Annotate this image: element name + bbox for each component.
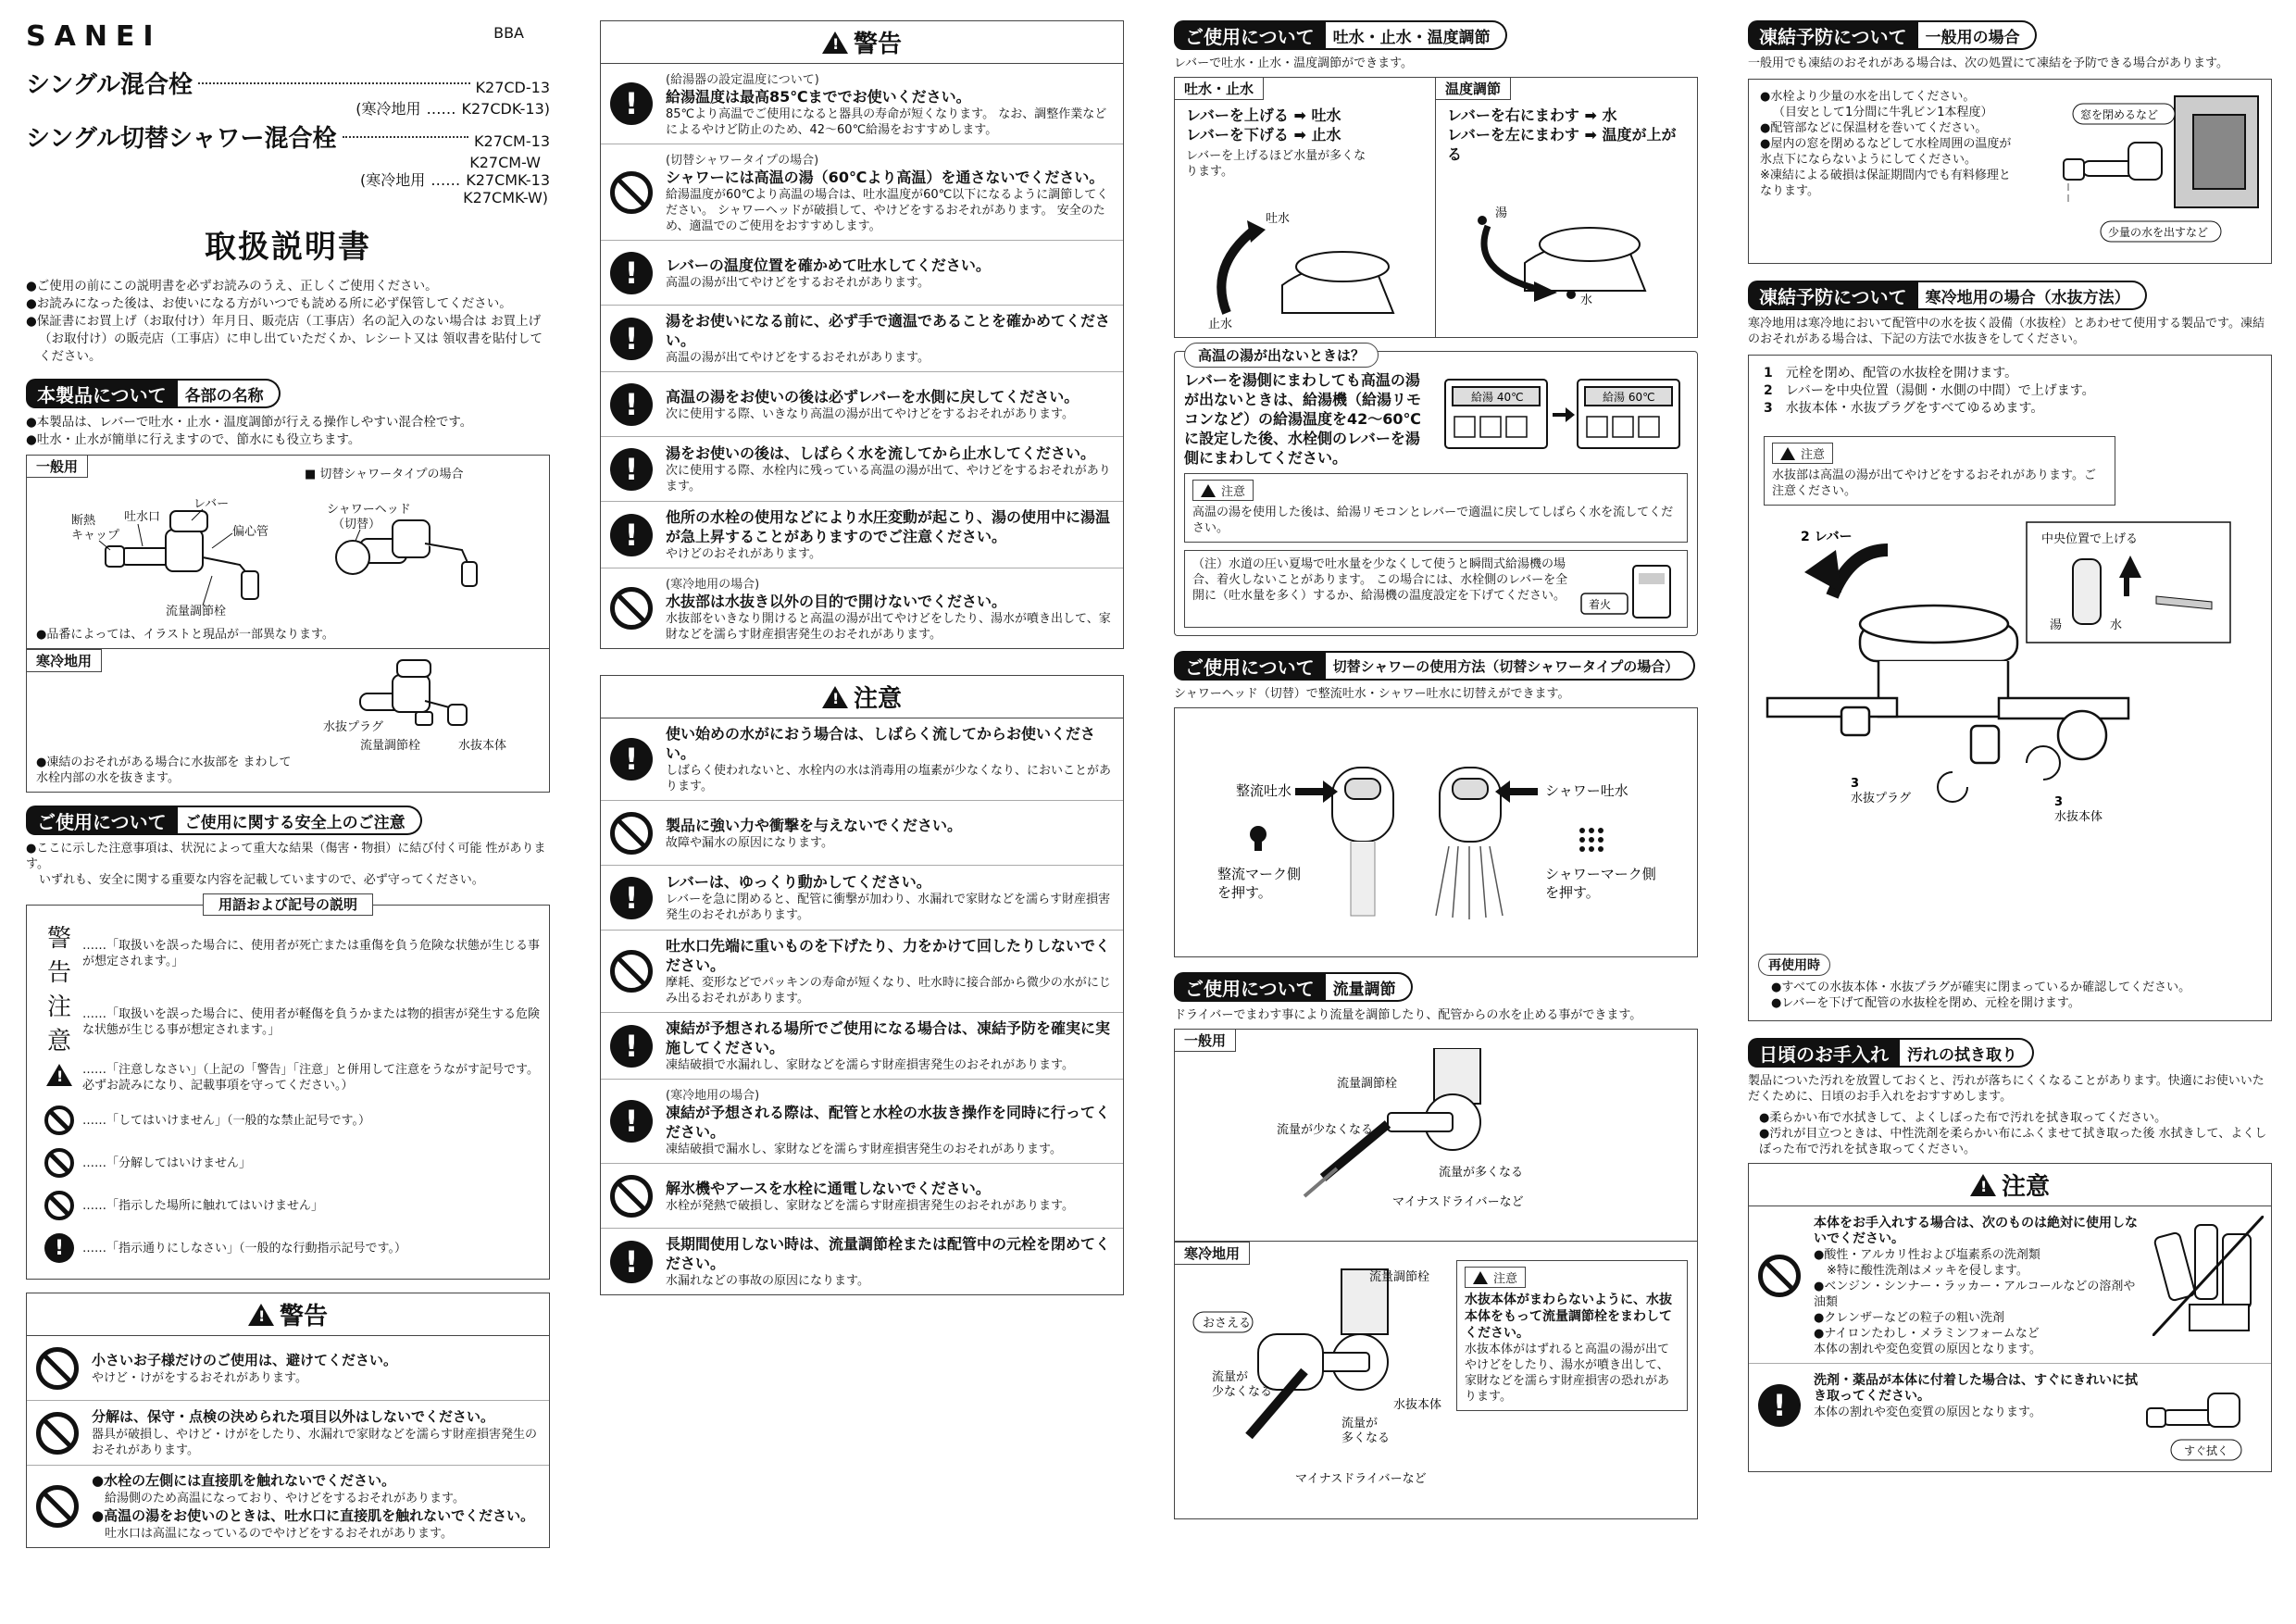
svg-text:シャワーヘッド: シャワーヘッド (327, 503, 411, 517)
model-code-2: K27CM-13 (474, 132, 550, 150)
svg-text:すぐ拭く: すぐ拭く (2184, 1444, 2229, 1457)
svg-text:少量の水を出すなど: 少量の水を出すなど (2108, 226, 2209, 239)
svg-text:吐水: 吐水 (1266, 212, 1291, 226)
section-header-freeze-cold: 凍結予防について 寒冷地用の場合（水抜方法） (1748, 281, 2272, 310)
column-1: SANEI BBA シングル混合栓 K27CD-13 (寒冷地用 …… K27CDK-13) シングル切替シャワー混合栓 K27CM-13 K27CM-W (寒冷地用 …… K27CMK-13 K27CMK-W) 取扱説明書 ●ご使用の前にこの説明書を必ずお読みのうえ、正しくご使用ください。 ●お読みになった後は、お使いになる方がいつでも読める所に必ず保管してください。 ●保証書にお買上げ（お取付け）年月日、販売店（工事店）名の記入のない場合は お買上げ（お取付け）の販売店（工事店）に申し出ていただくか、レシート又は 領収書を貼付してください。 本製品について 各部の名称 ●本製品は、レバーで吐水・止水・温度調節が行える操作しやすい混合栓です。 ●吐水・止水が簡単に行えますので、節水にも役立ちます。 一般用 ■ 切替シャワータイプの場合 レバー 吐水口 断熱 キャップ 偏心管 流量調節栓 シャワーヘッド （切替） ●品番によっては、イラストと現品が一部異なります。 寒冷地用 水抜プラグ 流量調節栓 水抜本体 ●凍結のおそれがある場合に水抜部を まわして水栓内部の水を抜きます。 ご使用について ご使用に関する安全上のご注意 ●ここに示した注意事項は、状況によって重大な結果（傷害・物損）に結び付く可能 性があります。 いずれも、安全に関する重要な内容を記載していますので、必ず守ってください。 用語および記号の説明 警告 ……「取扱いを誤った場合に、使用者が死亡または重傷を負う危険な状態が生じる事が想定されます。」 注意 ……「取扱いを誤った場合に、使用者が軽傷を負うかまたは物的損害が発生する危険な状態が生じる事が想定されます。」 ! ……「注意しなさい」（上記の「警告」「注意」と併用して注意をうながす記号です。必ずお読みになり、記載事項を守ってください。） ……「してはいけません」（一般的な禁止記号です。） ……「分解してはいけません」 ……「指示した場所に触れてはいけません」 ! ……「指示通りにしなさい」（一般的な行動指示記号です。） ! 警告 小さいお子様だけのご使用は、避けてください。 やけど・けがをするおそれがあります。 分解は、保守・点検の決められた項目以外はしないでください。 器具が破損し、やけど・けがをしたり、水漏れで家財などを濡らす財産損害発生のおそれがあります。 ●水栓の左側には直接肌を触れないでください。 給湯側のため高温になっており、やけどをするおそれがあります。 ●高温の湯をお使いのときは、吐水口に直接肌を触れないでください。 吐水口は高温になっているのでやけどをするおそれがあります。 (26, 20, 550, 1605)
warning-row: ! 凍結が予想される場所でご使用になる場合は、凍結予防を確実に実施してください。 凍結破損で水漏れし、家財などを濡らす財産損害発生のおそれがあります。 (601, 1013, 1123, 1080)
no-disassembly-icon (34, 1410, 81, 1456)
caution-triangle-icon (822, 686, 848, 708)
warning-row: 吐水口先端に重いものを下げたり、力をかけて回したりしないでください。 摩耗、変形などでパッキンの寿命が短くなり、吐水時に接合部から微少の水がにじみ出るおそれがあります。 (601, 931, 1123, 1013)
warning-triangle-icon (248, 1304, 274, 1326)
section-header-product: 本製品について 各部の名称 (26, 379, 550, 408)
flow-cold-caution: 注意 水抜本体がまわらないように、水抜本体をもって流量調節栓をまわしてください。 水抜本体がはずれると高温の湯が出てやけどをしたり、湯水が噴き出して、家財などを濡らす財産損害の恐れがあります。 (1456, 1260, 1688, 1411)
remote-controller-illustration (1443, 370, 1684, 463)
prohibition-icon (34, 1345, 81, 1392)
column-4: 凍結予防について 一般用の場合 一般用でも凍結のおそれがある場合は、次の処置にて凍結を予防できる場合があります。 ●水栓より少量の水を出してください。 （目安として1分間に牛乳ビン1本程度） ●配管部などに保温材を巻いてください。 ●屋内の窓を閉めるなどして水栓周囲の温度が氷点下にならないようにしてください。 ※凍結による破損は保証期間内でも有料修理となります。 窓を閉めるなど 少量の水を出すなど 凍結予防について 寒冷地用の場合（水抜方法） 寒冷地用は寒冷地において配管中の水を抜く設備（水抜栓）とあわせて使用する製品です。凍結のおそれがある場合は、下記の方法で水抜きをしてください。 1 元栓を閉め、配管の水抜栓を開けます。 2 レバーを中央位置（湯側・水側の中間）で上げます。 3 水抜本体・水抜プラグをすべてゆるめます。 注意 水抜部は高温の湯が出てやけどをするおそれがあります。ご注意ください。 中央位置で上げる 湯 水 2 レバー 3 水抜プラグ 3 水抜本体 再使用時 ●すべての水抜本体・水抜プラグが確実に閉まっているか確認してください。 ●レバーを下げて配管の水抜栓を閉め、元栓を開けます。 日頃のお手入れ 汚れの拭き取り 製品についた汚れを放置しておくと、汚れが落ちにくくなることがあります。快適にお使いいただくために、日頃のお手入れをおすすめします。 ●柔らかい布で水拭きして、よくしぼった布で汚れを拭き取ってください。 ●汚れが目立つときは、中性洗剤を柔らかい布にふくませて拭き取った後 水拭きして、よくしぼった布で汚れを拭き取ってください。 ! 注意 本体をお手入れする場合は、次のものは絶対に使用しないでください。 ●酸性・アルカリ性および塩素系の洗剤類 ※特に酸性洗剤はメッキを侵します。 ●ベンジン・シンナー・ラッカー・アルコールなどの溶剤や油類 ●クレンザーなどの粒子の粗い洗剤 ●ナイロンたわし・メラミンフォームなど 本体の割れや変色変質の原因となります。 ! 洗剤・薬品が本体に付着した場合は、すぐにきれいに拭き取ってください。 本体の割れや変色変質の原因となります。 すぐ拭く (1748, 20, 2272, 1605)
instruction-icon: ! (608, 316, 655, 362)
warning-row: (寒冷地用の場合) 水抜部は水抜き以外の目的で開けないでください。 水抜部をいきなり開けると高温の湯が出てやけどをしたり、湯水が噴き出して、家財などを濡らす財産損害発生のおそれがあります。 (601, 568, 1123, 648)
lever-rotate-illustration (1441, 189, 1691, 328)
freeze-general-box: ●水栓より少量の水を出してください。 （目安として1分間に牛乳ビン1本程度） ●配管部などに保温材を巻いてください。 ●屋内の窓を閉めるなどして水栓周囲の温度が氷点下にならないようにしてください。 ※凍結による破損は保証期間内でも有料修理となります。 窓を閉めるなど 少量の水を出すなど (1748, 79, 2272, 264)
svg-text:整流マーク側: 整流マーク側 (1217, 866, 1302, 882)
svg-text:湯: 湯 (2050, 618, 2063, 632)
svg-text:マイナスドライバーなど: マイナスドライバーなど (1392, 1195, 1524, 1209)
prohibition-icon (608, 585, 655, 631)
lever-up-down-illustration (1180, 202, 1430, 331)
prohibition-icon (36, 1106, 82, 1135)
drain-caution: 注意 水抜部は高温の湯が出てやけどをするおそれがあります。ご注意ください。 (1764, 436, 2115, 506)
warning-row: ! (給湯器の設定温度について) 給湯温度は最高85℃まででお使いください。 85℃より高温でご使用になると器具の寿命が短くなります。 なお、調整作業などによるやけど防止のため、42〜60℃給湯をおすすめします。 (601, 64, 1123, 144)
svg-text:止水: 止水 (1208, 318, 1233, 331)
instruction-icon: ! (36, 1233, 82, 1263)
flow-cold-illustration (1175, 1260, 1453, 1510)
model-sub-2: (寒冷地用 …… K27CMK-13 (359, 171, 550, 189)
prohibition-icon (608, 810, 655, 856)
hot-water-trouble-box: 高温の湯が出ないときは？ レバーを湯側にまわしても高温の湯が出ないときは、給湯機（給湯リモコンなど）の給湯温度を42〜60℃に設定した後、水栓側のレバーを湯側にまわしてください。 給湯 40℃ 給湯 60℃ 注意 高温の湯を使用した後は、給湯リモコンとレバーで適温に戻してしばらく水を流してください。 （注）水道の圧い夏場で吐水量を少なくして使うと瞬間式給湯機の場合、着火しないことがあります。 この場合には、水栓側のレバーを全開に（吐水量を多く）するか、給湯機の温度設定を下げてください。 着火 (1174, 351, 1698, 636)
warning-row: ! 長期間使用しない時は、流量調節栓または配管中の元栓を閉めてください。 水漏れなどの事故の原因になります。 (601, 1229, 1123, 1294)
instruction-icon: ! (608, 1098, 655, 1144)
svg-text:シャワーマーク側: シャワーマーク側 (1545, 866, 1656, 882)
no-touch-icon (36, 1191, 82, 1220)
no-disassembly-icon (36, 1148, 82, 1178)
svg-text:給湯 60℃: 給湯 60℃ (1603, 391, 1655, 404)
svg-text:流量調節栓: 流量調節栓 (360, 739, 421, 753)
instruction-icon: ! (608, 250, 655, 296)
instruction-icon: ! (608, 875, 655, 921)
drain-method-box: 1 元栓を閉め、配管の水抜栓を開けます。 2 レバーを中央位置（湯側・水側の中間）で上げます。 3 水抜本体・水抜プラグをすべてゆるめます。 注意 水抜部は高温の湯が出てやけどをするおそれがあります。ご注意ください。 中央位置で上げる 湯 水 2 レバー 3 水抜プラグ 3 水抜本体 再使用時 ●すべての水抜本体・水抜プラグが確実に閉まっているか確認してください。 ●レバーを下げて配管の水抜栓を閉め、元栓を開けます。 (1748, 355, 2272, 1021)
svg-text:キャップ: キャップ (71, 529, 120, 543)
prohibition-icon (1756, 1253, 1803, 1299)
svg-text:を押す。: を押す。 (1217, 884, 1272, 901)
svg-text:整流吐水: 整流吐水 (1236, 782, 1292, 799)
freeze-general-illustration (2027, 87, 2267, 254)
svg-text:少なくなる: 少なくなる (1212, 1385, 1273, 1399)
warning-box-1: ! 警告 小さいお子様だけのご使用は、避けてください。 やけど・けがをするおそれがあります。 分解は、保守・点検の決められた項目以外はしないでください。 器具が破損し、やけど・けがをしたり、水漏れで家財などを濡らす財産損害発生のおそれがあります。 ●水栓の左側には直接肌を触れないでください。 給湯側のため高温になっており、やけどをするおそれがあります。 ●高温の湯をお使いのときは、吐水口に直接肌を触れないでください。 吐水口は高温になっているのでやけどをするおそれがあります。 (26, 1293, 550, 1548)
section-header-safety: ご使用について ご使用に関する安全上のご注意 (26, 806, 550, 835)
warning-row: 製品に強い力や衝撃を与えないでください。 故障や漏水の原因になります。 (601, 801, 1123, 866)
wipe-faucet-icon (2143, 1373, 2264, 1466)
caution-triangle-icon (1201, 484, 1216, 497)
cleaning-products-icon (2152, 1216, 2264, 1336)
column-2 (600, 20, 1124, 1605)
prohibition-icon (608, 1173, 655, 1219)
parts-cold-box: 寒冷地用 水抜プラグ 流量調節栓 水抜本体 ●凍結のおそれがある場合に水抜部を まわして水栓内部の水を抜きます。 (26, 649, 550, 793)
document-title: 取扱説明書 (205, 229, 371, 266)
svg-text:3: 3 (2054, 795, 2064, 809)
caution-triangle-icon (36, 1064, 82, 1093)
warning-row: 解氷機やアースを水栓に通電しないでください。 水栓が発熱で破損し、家財などを濡らす財産損害発生のおそれがあります。 (601, 1164, 1123, 1229)
flow-general-box: 一般用 流量調節栓 流量が少なくなる 流量が多くなる マイナスドライバーなど (1174, 1029, 1698, 1242)
svg-text:流量が少なくなる: 流量が少なくなる (1277, 1123, 1374, 1137)
caution-triangle-icon (1780, 447, 1795, 460)
svg-text:中央位置で上げる: 中央位置で上げる (2041, 532, 2139, 546)
warning-row: ! 使い始めの水がにおう場合は、しばらく流してからお使いください。 しばらく使われないと、水栓内の水は消毒用の塩素が少なくなり、においことがあります。 (601, 718, 1123, 801)
svg-text:流量が: 流量が (1212, 1370, 1249, 1384)
caution-box-1: ! 注意 ! 使い始めの水がにおう場合は、しばらく流してからお使いください。 しばらく使われないと、水栓内の水は消毒用の塩素が少なくなり、においことがあります。 製品に強い力や衝撃を与えないでください。 故障や漏水の原因になります。 ! レバーは、ゆっくり動かしてください。 レバーを急に閉めると、配管に衝撃が加わり、水漏れで家財などを濡らす財産損害発生のおそれがあります。 吐水口先端に重いものを下げたり、力をかけて回したりしないでください。 摩耗、変形などでパッキンの寿命が短くなり、吐水時に接合部から微少の水がにじみ出るおそれがあります。 ! 凍結が予想される場所でご使用になる場合は、凍結予防を確実に実施してください。 凍結破損で水漏れし、家財などを濡らす財産損害発生のおそれがあります。 ! (寒冷地用の場合) 凍結が予想される際は、配管と水栓の水抜き操作を同時に行ってください。 凍結破損で漏水し、家財などを濡らす財産損害発生のおそれがあります。 解氷機やアースを水栓に通電しないでください。 水栓が発熱で破損し、家財などを濡らす財産損害発生のおそれがあります。 ! 長期間使用しない時は、流量調節栓または配管中の元栓を閉めてください。 水漏れなどの事故の原因になります。 (600, 675, 1124, 1295)
warning-triangle-icon (822, 31, 848, 54)
prohibition-icon (608, 948, 655, 994)
warning-row: ! 湯をお使いになる前に、必ず手で適温であることを確かめてください。 高温の湯が出てやけどをするおそれがあります。 (601, 306, 1123, 372)
svg-text:流量が多くなる: 流量が多くなる (1439, 1166, 1524, 1180)
intro-notes: ●ご使用の前にこの説明書を必ずお読みのうえ、正しくご使用ください。 ●お読みになった後は、お使いになる方がいつでも読める所に必ず保管してください。 ●保証書にお買上げ（お取付け）年月日、販売店（工事店）名の記入のない場合は お買上げ（お取付け）の販売店（工事店）に申し出ていただくか、レシート又は 領収書を貼付してください。 (26, 279, 543, 364)
warning-row: ! レバーは、ゆっくり動かしてください。 レバーを急に閉めると、配管に衝撃が加わり、水漏れで家財などを濡らす財産損害発生のおそれがあります。 (601, 866, 1123, 931)
warning-row: ! (寒冷地用の場合) 凍結が予想される際は、配管と水栓の水抜き操作を同時に行ってください。 凍結破損で漏水し、家財などを濡らす財産損害発生のおそれがあります。 (601, 1080, 1123, 1164)
svg-text:（切替）: （切替） (332, 518, 381, 531)
instruction-icon: ! (608, 1239, 655, 1285)
svg-text:流量が: 流量が (1341, 1417, 1379, 1430)
caution-triangle-icon (1970, 1174, 1996, 1196)
doc-code: BBA (493, 24, 524, 42)
svg-text:流量調節栓: 流量調節栓 (166, 605, 227, 618)
no-touch-icon (34, 1483, 81, 1530)
caution-triangle-icon (1473, 1271, 1488, 1284)
prohibition-icon (608, 169, 655, 216)
flow-cold-box: 寒冷地用 流量調節栓 おさえる 流量が 少なくなる 流量が 多くなる 水抜本体 マイナスドライバーなど 注意 水抜本体がまわらないように、水抜本体をもって流量調節栓をまわしてください。 水抜本体がはずれると高温の湯が出てやけどをしたり、湯水が噴き出して、家財などを濡らす財産損害の恐れがあります。 (1174, 1242, 1698, 1519)
svg-text:2 レバー: 2 レバー (1801, 530, 1853, 544)
warning-row: ! 他所の水栓の使用などにより水圧変動が起こり、湯の使用中に湯温が急上昇することがありますのでご注意ください。 やけどのおそれがあります。 (601, 502, 1123, 568)
svg-text:水抜プラグ: 水抜プラグ (323, 720, 384, 734)
model-code-1: K27CD-13 (475, 79, 550, 96)
svg-text:流量調節栓: 流量調節栓 (1337, 1077, 1398, 1091)
water-heater-icon (1578, 556, 1679, 621)
shower-switch-box (1174, 707, 1698, 957)
svg-text:おさえる: おさえる (1203, 1317, 1252, 1330)
svg-text:マイナスドライバーなど: マイナスドライバーなど (1295, 1472, 1427, 1486)
warning-row: ! レバーの温度位置を確かめて吐水してください。 高温の湯が出てやけどをするおそれがあります。 (601, 241, 1123, 306)
caution-box-care: ! 注意 本体をお手入れする場合は、次のものは絶対に使用しないでください。 ●酸性・アルカリ性および塩素系の洗剤類 ※特に酸性洗剤はメッキを侵します。 ●ベンジン・シンナー・ラッカー・アルコールなどの溶剤や油類 ●クレンザーなどの粒子の粗い洗剤 ●ナイロンたわし・メラミンフォームなど 本体の割れや変色変質の原因となります。 ! 洗剤・薬品が本体に付着した場合は、すぐにきれいに拭き取ってください。 本体の割れや変色変質の原因となります。 すぐ拭く (1748, 1163, 2272, 1472)
section-header-operation: ご使用について 吐水・止水・温度調節 (1174, 20, 1698, 50)
warning-row: ! 高温の湯をお使いの後は必ずレバーを水側に戻してください。 次に使用する際、いきなり高温の湯が出てやけどをするおそれがあります。 (601, 372, 1123, 437)
svg-text:水抜プラグ: 水抜プラグ (1851, 792, 1912, 806)
warning-row: ! 湯をお使いの後は、しばらく水を流してから止水してください。 次に使用する際、水栓内に残っている高温の湯が出て、やけどをするおそれがあります。 (601, 437, 1123, 502)
svg-text:水: 水 (1580, 294, 1593, 307)
instruction-icon: ! (608, 1023, 655, 1069)
instruction-icon: ! (608, 736, 655, 782)
svg-text:湯: 湯 (1495, 206, 1508, 220)
svg-text:水抜本体: 水抜本体 (458, 739, 507, 753)
svg-text:レバー: レバー (193, 497, 230, 511)
symbol-legend-table: 用語および記号の説明 警告 ……「取扱いを誤った場合に、使用者が死亡または重傷を負う危険な状態が生じる事が想定されます。」 注意 ……「取扱いを誤った場合に、使用者が軽傷を負うかまたは物的損害が発生する危険な状態が生じる事が想定されます。」 ! ……「注意しなさい」（上記の「警告」「注意」と併用して注意をうながす記号です。必ずお読みになり、記載事項を守ってください。） ……「してはいけません」（一般的な禁止記号です。） ……「分解してはいけません」 ……「指示した場所に触れてはいけません」 ! ……「指示通りにしなさい」（一般的な行動指示記号です。） (26, 905, 550, 1280)
section-header-freeze-general: 凍結予防について 一般用の場合 (1748, 20, 2272, 50)
ignition-note: （注）水道の圧い夏場で吐水量を少なくして使うと瞬間式給湯機の場合、着火しないことがあります。 この場合には、水栓側のレバーを全開に（吐水量を多く）するか、給湯機の温度設定を下げてください。 着火 (1184, 550, 1688, 628)
flow-general-illustration (1175, 1048, 1693, 1233)
svg-text:流量調節栓: 流量調節栓 (1369, 1270, 1430, 1284)
parts-general-box: 一般用 ■ 切替シャワータイプの場合 レバー 吐水口 断熱 キャップ 偏心管 流量調節栓 シャワーヘッド （切替） ●品番によっては、イラストと現品が一部異なります。 (26, 455, 550, 649)
section-header-shower: ご使用について 切替シャワーの使用方法（切替シャワータイプの場合） (1174, 651, 1698, 681)
svg-text:水抜本体: 水抜本体 (1393, 1398, 1442, 1412)
svg-text:給湯 40℃: 給湯 40℃ (1471, 391, 1524, 404)
shower-head-illustration (1175, 712, 1693, 953)
column-3: ご使用について 吐水・止水・温度調節 レバーで吐水・止水・温度調節ができます。 吐水・止水 レバーを上げる ➡ 吐水 レバーを下げる ➡ 止水 レバーを上げるほど水量が多くなります。 吐水 止水 温度調節 レバーを右にまわす ➡ 水 レバーを左にまわす ➡ 温度が上がる 湯 水 高温の湯が出ないときは？ レバーを湯側にまわしても高温の湯が出ないときは、給湯機（給湯リモコンなど）の給湯温度を42〜60℃に設定した後、水栓側のレバーを湯側にまわしてください。 給湯 40℃ 給湯 60℃ 注意 高温の湯を使用した後は、給湯リモコンとレバーで適温に戻してしばらく水を流してください。 （注）水道の圧い夏場で吐水量を少なくして使うと瞬間式給湯機の場合、着火しないことがあります。 この場合には、水栓側のレバーを全開に（吐水量を多く）するか、給湯機の温度設定を下げてください。 着火 ご使用について 切替シャワーの使用方法（切替シャワータイプの場合） シャワーヘッド（切替）で整流吐水・シャワー吐水に切替えができます。 整流吐水 シャワー吐水 整流マーク側 を押す。 シャワーマーク側 を押す。 ご使用について 流量調節 ドライバーでまわす事により流量を調節したり、配管からの水を止める事ができます。 一般用 流量調節栓 流量が少なくなる 流量が多くなる マイナスドライバーなど 寒冷地用 流量調節栓 おさえる 流量が 少なくなる 流量が 多くなる 水抜本体 マイナスドライバーなど 注意 水抜本体がまわらないように、水抜本体をもって流量調節栓をまわしてください。 水抜本体がはずれると高温の湯が出てやけどをしたり、湯水が噴き出して、家財などを濡らす財産損害の恐れがあります。 (1174, 20, 1698, 1605)
warning-row: (切替シャワータイプの場合) シャワーには高温の湯（60℃より高温）を通さないでください。 給湯温度が60℃より高温の場合は、吐水温度が60℃以下になるように調節してください。 シャワーヘッドが破損して、やけどをするおそれがあります。 安全のため、適温でのご使用をおすすめします。 (601, 144, 1123, 241)
svg-text:着火: 着火 (1589, 598, 1612, 611)
svg-text:3: 3 (1851, 777, 1860, 791)
svg-text:を押す。: を押す。 (1545, 884, 1600, 901)
model-name-1: シングル混合栓 (26, 71, 193, 99)
drain-method-illustration (1749, 513, 2267, 883)
model-name-2: シングル切替シャワー混合栓 (26, 125, 337, 153)
svg-text:水抜本体: 水抜本体 (2054, 810, 2103, 824)
faucet-cold-illustration (27, 656, 545, 754)
lever-operation-box: 吐水・止水 レバーを上げる ➡ 吐水 レバーを下げる ➡ 止水 レバーを上げるほど水量が多くなります。 吐水 止水 温度調節 レバーを右にまわす ➡ 水 レバーを左にまわす ➡ 温度が上がる 湯 水 (1174, 77, 1698, 338)
section-header-care: 日頃のお手入れ 汚れの拭き取り (1748, 1038, 2272, 1068)
section-header-flow: ご使用について 流量調節 (1174, 972, 1698, 1002)
instruction-icon: ! (608, 446, 655, 493)
instruction-icon: ! (608, 81, 655, 127)
hot-water-caution: 注意 高温の湯を使用した後は、給湯リモコンとレバーで適温に戻してしばらく水を流してください。 (1184, 473, 1688, 543)
instruction-icon: ! (1756, 1382, 1803, 1429)
svg-text:偏心管: 偏心管 (232, 525, 269, 539)
brand-logo: SANEI (26, 20, 162, 53)
svg-text:シャワー吐水: シャワー吐水 (1545, 782, 1628, 799)
model-sub-1: (寒冷地用 …… K27CDK-13) (356, 100, 550, 118)
model-row-1 (26, 66, 550, 100)
warning-box-2: ! 警告 ! (給湯器の設定温度について) 給湯温度は最高85℃まででお使いください。 85℃より高温でご使用になると器具の寿命が短くなります。 なお、調整作業などによるやけど防止のため、42〜60℃給湯をおすすめします。 (切替シャワータイプの場合) シャワーには高温の湯（60℃より高温）を通さないでください。 給湯温度が60℃より高温の場合は、吐水温度が60℃以下になるように調節してください。 シャワーヘッドが破損して、やけどをするおそれがあります。 安全のため、適温でのご使用をおすすめします。 ! レバーの温度位置を確かめて吐水してください。 高温の湯が出てやけどをするおそれがあります。 ! 湯をお使いになる前に、必ず手で適温であることを確かめてください。 高温の湯が出てやけどをするおそれがあります。 ! 高温の湯をお使いの後は必ずレバーを水側に戻してください。 次に使用する際、いきなり高温の湯が出てやけどをするおそれがあります。 ! 湯をお使いの後は、しばらく水を流してから止水してください。 次に使用する際、水栓内に残っている高温の湯が出て、やけどをするおそれがあります。 ! 他所の水栓の使用などにより水圧変動が起こり、湯の使用中に湯温が急上昇することがありますのでご注意ください。 やけどのおそれがあります。 (寒冷地用の場合) 水抜部は水抜き以外の目的で開けないでください。 水抜部をいきなり開けると高温の湯が出てやけどをしたり、湯水が噴き出して、家財などを濡らす財産損害発生のおそれがあります。 (600, 20, 1124, 649)
svg-text:吐水口: 吐水口 (124, 510, 161, 524)
faucet-general-illustration (27, 493, 545, 622)
svg-text:水: 水 (2110, 618, 2123, 632)
svg-text:窓を閉めるなど: 窓を閉めるなど (2080, 108, 2159, 121)
svg-text:多くなる: 多くなる (1341, 1431, 1391, 1445)
svg-text:断熱: 断熱 (71, 514, 96, 528)
model-row-2 (26, 119, 550, 154)
instruction-icon: ! (608, 381, 655, 428)
instruction-icon: ! (608, 512, 655, 558)
